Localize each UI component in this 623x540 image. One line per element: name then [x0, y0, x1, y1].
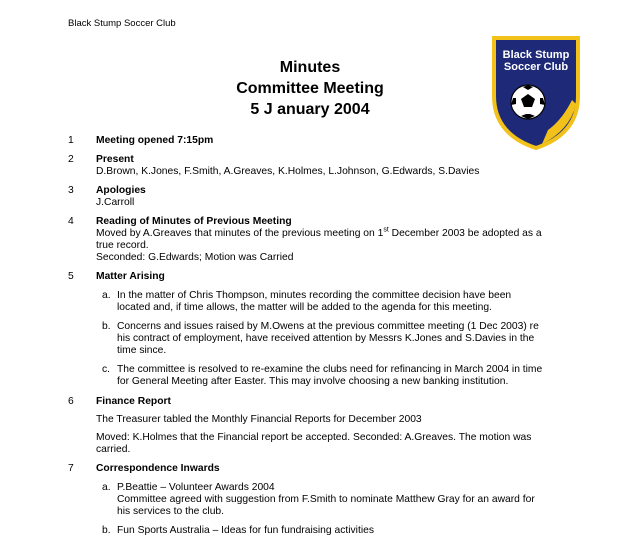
soccer-ball-icon [511, 85, 545, 119]
sub-letter: a. [102, 290, 111, 301]
item-heading: Reading of Minutes of Previous Meeting [96, 216, 292, 227]
title-minutes: Minutes [279, 59, 341, 76]
sub-line: P.Beattie – Volunteer Awards 2004 [117, 482, 275, 493]
sub-line: Concerns and issues raised by M.Owens at the previous committee meeting (1 Dec 2003) re [117, 321, 539, 332]
sub-line: his services to the club. [117, 506, 225, 517]
sub-line: time since. [117, 345, 167, 356]
present-list: D.Brown, K.Jones, F.Smith, A.Greaves, K.Holmes, L.Johnson, G.Edwards, S.Davies [96, 166, 480, 177]
item-number: 4 [68, 216, 74, 227]
logo-text-1: Black Stump [502, 49, 570, 61]
sub-line: The committee is resolved to re-examine the clubs need for refinancing in March 2004 in time [117, 364, 543, 375]
item-number: 7 [68, 463, 74, 474]
finance-motion-line: Moved: K.Holmes that the Financial report be accepted. Seconded: A.Greaves. The motion was [96, 432, 532, 443]
minutes-seconded-line: Seconded: G.Edwards; Motion was Carried [96, 252, 294, 263]
item-heading: Apologies [96, 185, 146, 196]
sub-line: In the matter of Chris Thompson, minutes recording the committee decision have been [117, 290, 512, 301]
minutes-motion-line: true record. [96, 240, 149, 251]
item-number: 6 [68, 396, 74, 407]
minutes-motion-line: Moved by A.Greaves that minutes of the previous meeting on 1st December 2003 be adopted as a [96, 226, 542, 239]
finance-para: The Treasurer tabled the Monthly Financial Reports for December 2003 [96, 414, 422, 425]
title-date: 5 J anuary 2004 [250, 101, 370, 118]
item-heading: Correspondence Inwards [96, 463, 220, 474]
finance-motion-line: carried. [96, 444, 131, 455]
logo-text-2: Soccer Club [503, 61, 569, 73]
item-number: 2 [68, 154, 74, 165]
sub-letter: c. [102, 364, 111, 375]
sub-letter: b. [102, 321, 111, 332]
sub-line: located and, if time allows, the matter will be added to the agenda for this meeting. [117, 302, 492, 313]
item-heading: Finance Report [96, 396, 171, 407]
apologies-list: J.Carroll [96, 197, 135, 208]
sub-line: his contract of employment, have received attention by Messrs K.Jones and S.Davies in the [117, 333, 535, 344]
title-committee-meeting: Committee Meeting [236, 80, 384, 97]
item-heading: Matter Arising [96, 271, 165, 282]
sub-letter: b. [102, 525, 111, 536]
sub-letter: a. [102, 482, 111, 493]
title-block [180, 57, 440, 120]
sub-line: for General Meeting after Easter. This may involve choosing a new banking institution. [117, 376, 509, 387]
item-number: 1 [68, 135, 74, 146]
sub-line: Committee agreed with suggestion from F.Smith to nominate Matthew Gray for an award for [117, 494, 535, 505]
item-number: 3 [68, 185, 74, 196]
sub-line: Fun Sports Australia – Ideas for fun fundraising activities [117, 525, 374, 536]
item-heading: Meeting opened 7:15pm [96, 135, 214, 146]
header-club-name: Black Stump Soccer Club [68, 18, 176, 29]
item-heading: Present [96, 154, 134, 165]
item-number: 5 [68, 271, 74, 282]
